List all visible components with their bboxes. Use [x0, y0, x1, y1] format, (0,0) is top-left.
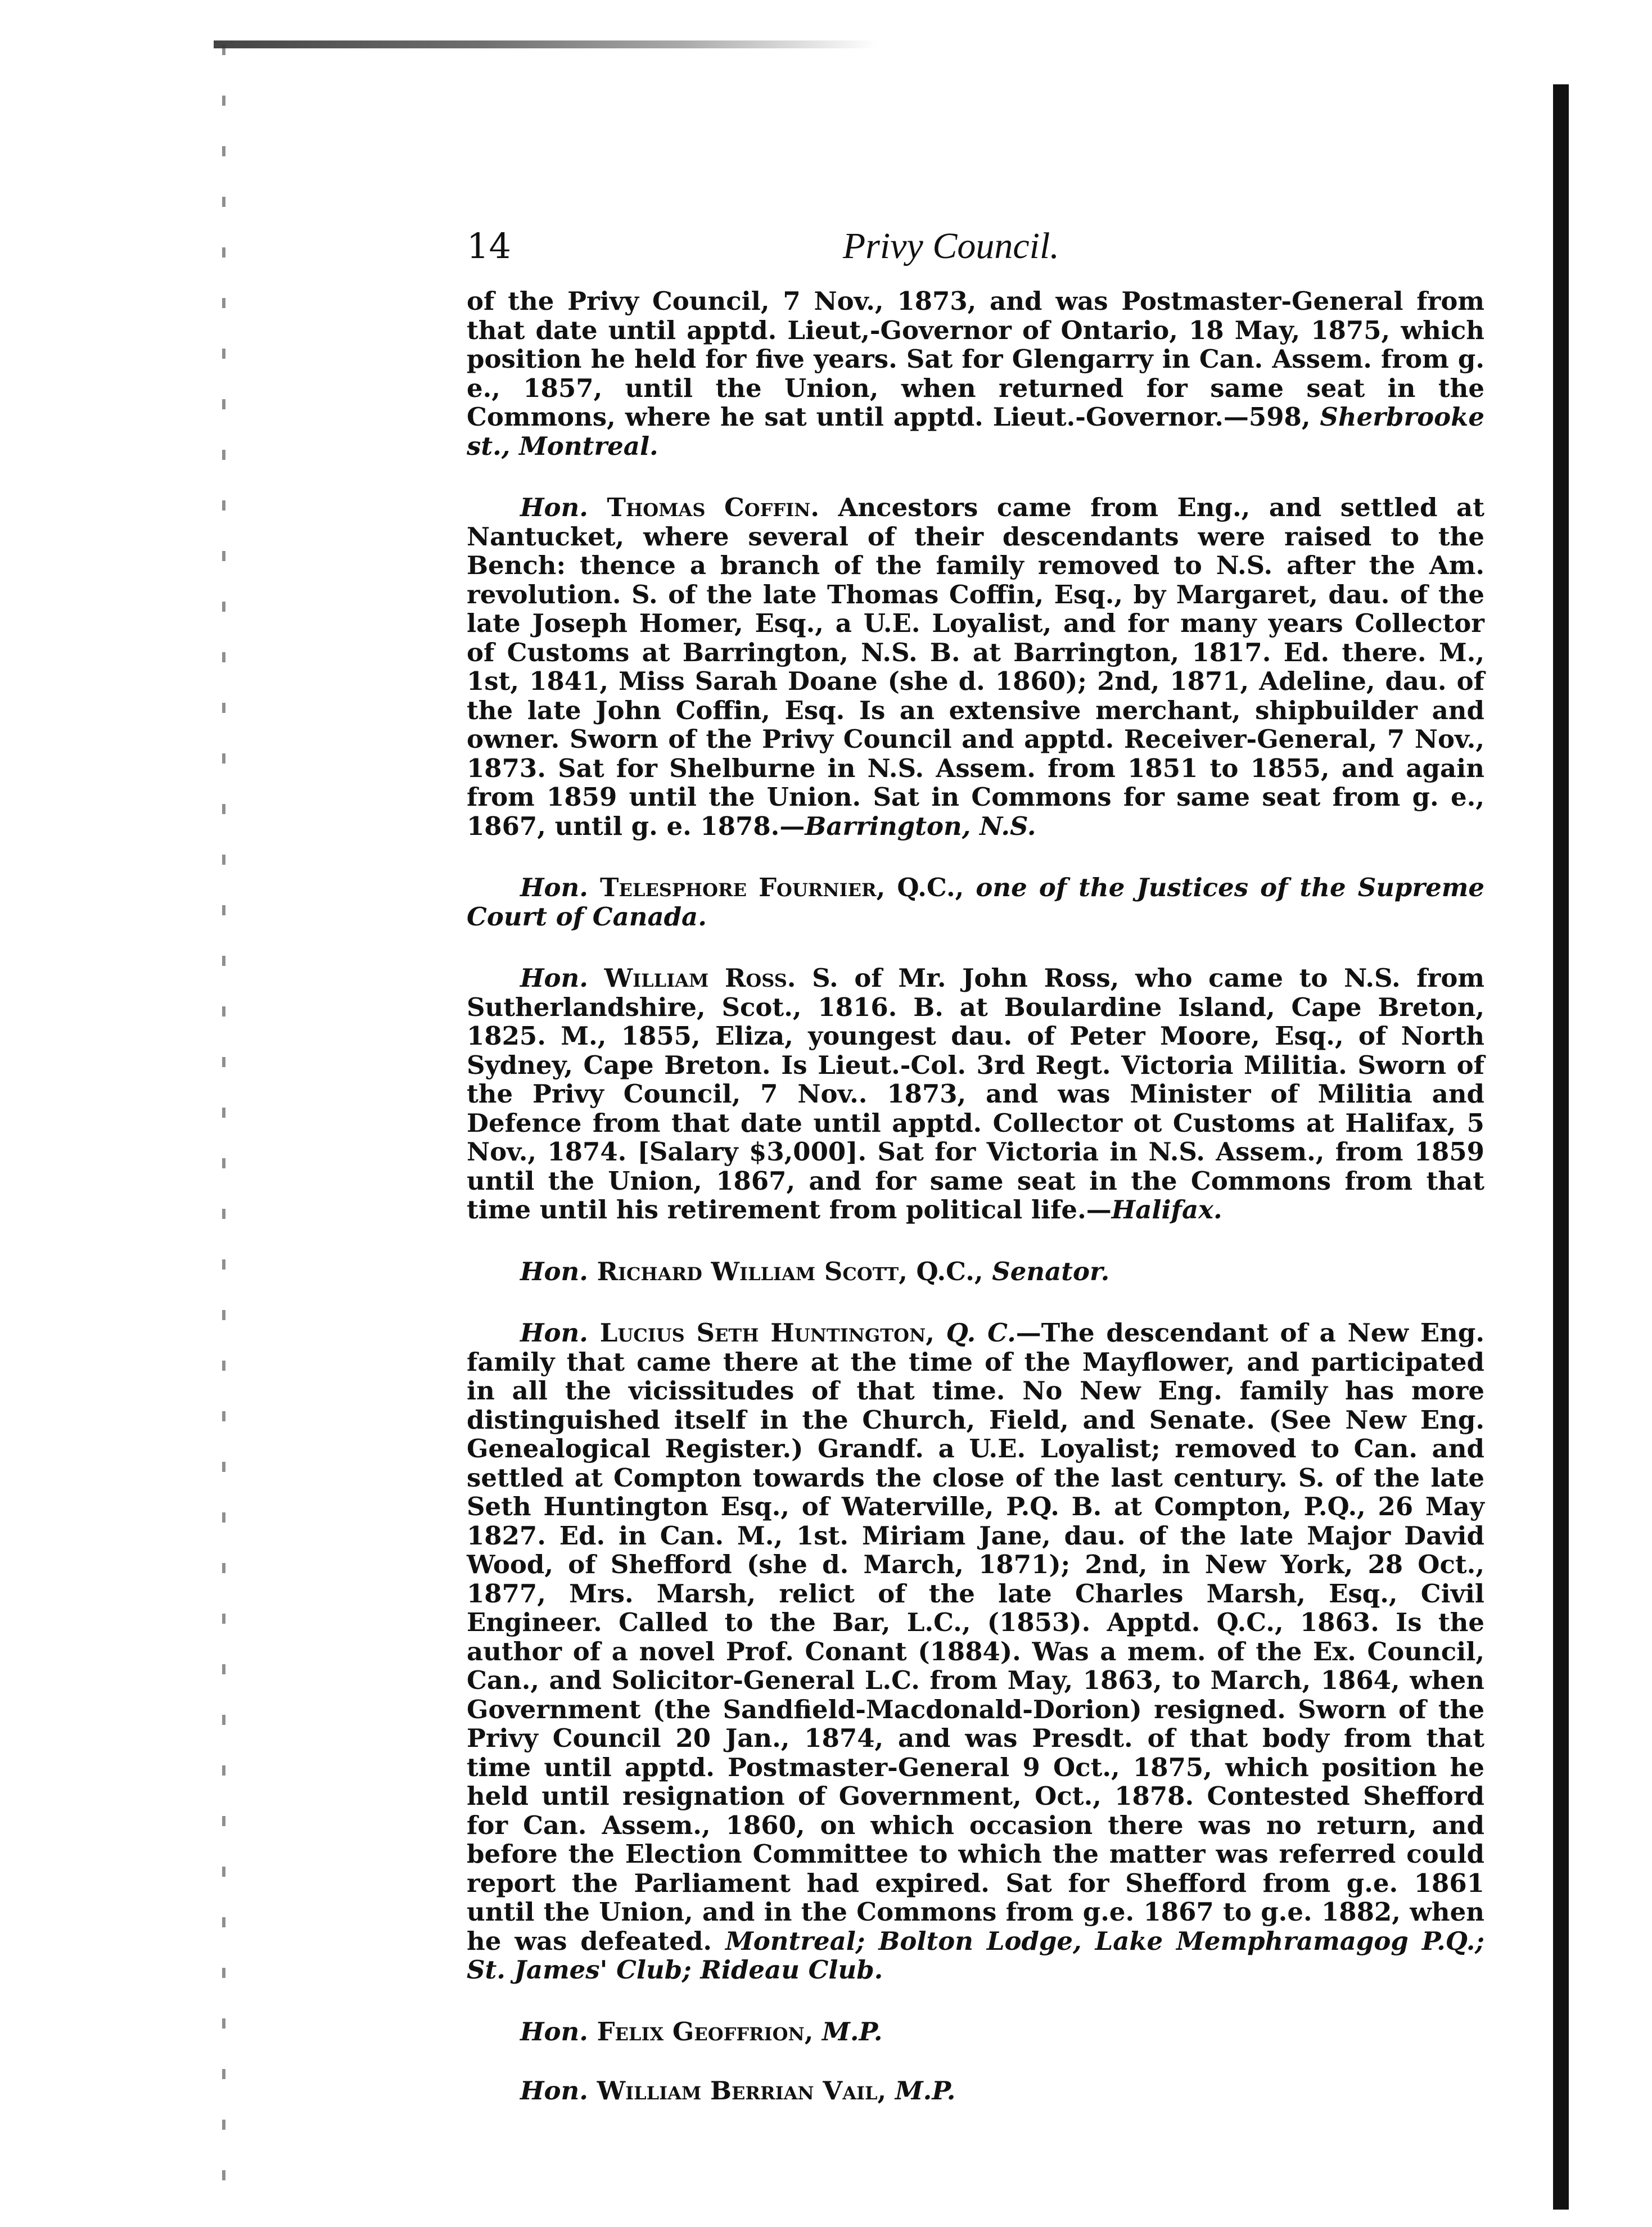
entry-telesphore-fournier	[467, 873, 1484, 931]
entry-name: William Ross.	[604, 963, 796, 993]
page-number: 14	[467, 225, 511, 266]
entry-name: Telesphore Fournier,	[599, 873, 886, 902]
honorific: Hon.	[520, 1318, 588, 1348]
running-title: Privy Council.	[842, 225, 1059, 266]
entry-continuation	[467, 287, 1484, 460]
entry-title: Q. C.	[934, 1318, 1016, 1348]
entry-text: Q.C.,	[907, 1256, 992, 1286]
entry-richard-william-scott	[467, 1257, 1484, 1286]
entry-address: Halifax.	[1111, 1195, 1222, 1225]
entry-address: Sherbrooke st., Montreal.	[467, 402, 1484, 461]
entry-text: Q.C.,	[885, 873, 976, 902]
honorific: Hon.	[520, 1256, 588, 1286]
entry-text: S. of Mr. John Ross, who came to N.S. from Sutherlandshire, Scot., 1816. B. at Boulardine Island, Cape Breton, 1825. M., 1855, Eliza, youngest dau. of Peter Moore, Esq., of North Sydney, Cape Breton. Is Lieut.-Col. 3rd Regt. Victoria Militia. Sworn of the Privy Council, 7 Nov.. 1873, and was Minister of Militia and Defence from that date until apptd. Collector ot Customs at Halifax, 5 Nov., 1874. [Salary $3,000]. Sat for Victoria in N.S. Assem., from 1859 until the Union, 1867, and for same seat in the Commons from that time until his retirement from political life.—	[467, 963, 1484, 1225]
entry-name: Lucius Seth Huntington,	[599, 1318, 935, 1348]
entry-name: Felix Geoffrion,	[597, 2016, 814, 2047]
scan-edge-top	[214, 40, 877, 48]
entry-felix-geoffrion	[467, 2017, 1484, 2047]
entry-thomas-coffin	[467, 493, 1484, 841]
entry-address: M.P.	[886, 2076, 956, 2106]
entry-lucius-seth-huntington	[467, 1318, 1484, 1985]
entry-name: William Berrian Vail,	[597, 2076, 887, 2106]
entry-text: —The descendant of a New Eng. family that came there at the time of the Mayflower, and participated in all the vicissitudes of that time. No New Eng. family has more distinguished itself in the Church, Field, and Senate. (See New Eng. Genealogical Register.) Grandf. a U.E. Loyalist; removed to Can. and settled at Compton towards the close of the last century. S. of the late Seth Huntington Esq., of Waterville, P.Q. B. at Compton, P.Q., 26 May 1827. Ed. in Can. M., 1st. Miriam Jane, dau. of the late Major David Wood, of Shefford (she d. March, 1871); 2nd, in New York, 28 Oct., 1877, Mrs. Marsh, relict of the late Charles Marsh, Esq., Civil Engineer. Called to the Bar, L.C., (1853). Apptd. Q.C., 1863. Is the author of a novel Prof. Conant (1884). Was a mem. of the Ex. Council, Can., and Solicitor-General L.C. from May, 1863, to March, 1864, when Government (the Sandfield-Macdonald-Dorion) resigned. Sworn of the Privy Council 20 Jan., 1874, and was Presdt. of that body from that time until apptd. Postmaster-General 9 Oct., 1875, which position he held until resignation of Government, Oct., 1878. Contested Shefford for Can. Assem., 1860, on which occasion there was no return, and before the Election Committee to which the matter was referred could report the Parliament had expired. Sat for Shefford from g.e. 1861 until the Union, and in the Commons from g.e. 1867 to g.e. 1882, when he was defeated.	[467, 1318, 1485, 1956]
entry-name: Thomas Coffin.	[607, 493, 819, 522]
honorific: Hon.	[520, 493, 588, 522]
entry-text: Ancestors came from Eng., and settled at Nantucket, where several of their descendants were raised to the Bench: thence a branch of the family removed to N.S. after the Am. revolution. S. of the late Thomas Coffin, Esq., by Margaret, dau. of the late Joseph Homer, Esq., a U.E. Loyalist, and for many years Collector of Customs at Barrington, N.S. B. at Barrington, 1817. Ed. there. M., 1st, 1841, Miss Sarah Doane (she d. 1860); 2nd, 1871, Adeline, dau. of the late John Coffin, Esq. Is an extensive merchant, shipbuilder and owner. Sworn of the Privy Council and apptd. Receiver-General, 7 Nov., 1873. Sat for Shelburne in N.S. Assem. from 1851 to 1855, and again from 1859 until the Union. Sat in Commons for same seat from g. e., 1867, until g. e. 1878.—	[467, 493, 1484, 841]
entry-address: M.P.	[813, 2016, 883, 2047]
book-page	[467, 225, 1484, 2136]
honorific: Hon.	[520, 873, 588, 902]
scan-edge-left	[222, 45, 225, 2181]
entry-address: Senator.	[992, 1256, 1110, 1286]
entry-address: one of the Justices of the Supreme Court of Canada.	[467, 873, 1484, 932]
scan-edge-right	[1553, 84, 1569, 2210]
entry-address: Montreal; Bolton Lodge, Lake Memphramagog P.Q.; St. James' Club; Rideau Club.	[467, 1926, 1484, 1985]
entry-william-ross	[467, 964, 1484, 1225]
honorific: Hon.	[520, 963, 588, 993]
entry-text: of the Privy Council, 7 Nov., 1873, and was Postmaster-General from that date until apptd. Lieut,-Governor of Ontario, 18 May, 1875, which position he held for five years. Sat for Glengarry in Can. Assem. from g. e., 1857, until the Union, when returned for same seat in the Commons, where he sat until apptd. Lieut.-Governor.—598,	[467, 286, 1484, 432]
page-header	[467, 225, 1484, 287]
honorific: Hon.	[520, 2016, 588, 2047]
entry-address: Barrington, N.S.	[805, 811, 1036, 841]
honorific: Hon.	[520, 2076, 588, 2106]
entry-name: Richard William Scott,	[597, 1256, 908, 1286]
entry-william-berrian-vail	[467, 2076, 1484, 2106]
